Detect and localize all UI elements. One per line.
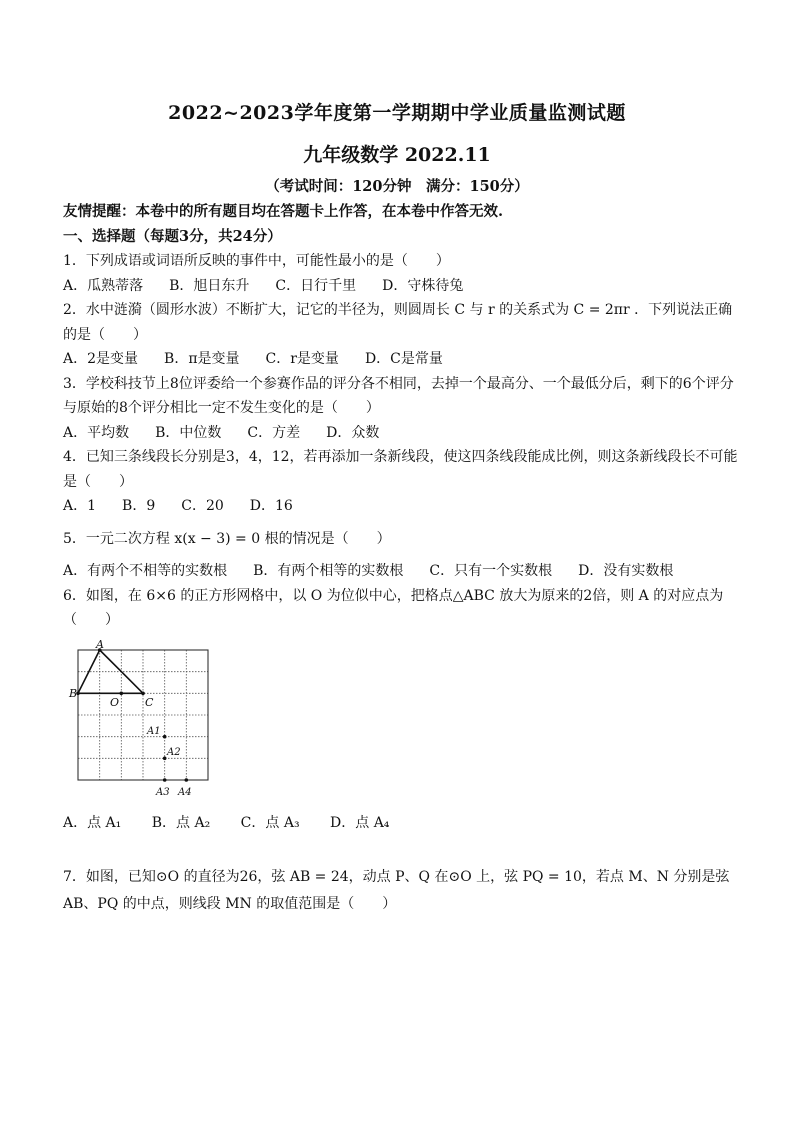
option: C．20 — [181, 498, 224, 514]
option: B．π是变量 — [164, 351, 240, 367]
question-6: 6．如图，在 6×6 的正方形网格中，以 O 为位似中心，把格点△ABC 放大为原来的2倍，则 A 的对应点为（ ） — [63, 587, 724, 628]
label-a4: A4 — [178, 787, 192, 798]
option: C．日行千里 — [275, 277, 357, 294]
question-3: 3．学校科技节上8位评委给一个参赛作品的评分各不相同，去掉一个最高分、一个最低分后，剩下的6个评分与原始的8个评分相比一定不发生变化的是（ ） — [63, 375, 734, 416]
option: A．有两个不相等的实数根 — [63, 563, 228, 579]
question-3-options — [63, 421, 743, 446]
exam-subtitle: 九年级数学 2022.11 — [303, 144, 491, 166]
question-4: 4．已知三条线段长分别是3，4，12，若再添加一条新线段，使这四条线段能成比例，则这条新线段长不可能是（ ） — [63, 449, 738, 490]
question-2-options — [63, 347, 743, 372]
option: B．9 — [122, 498, 156, 514]
question-2: 2．水中涟漪（圆形水波）不断扩大，记它的半径为，则圆周长 C 与 r 的关系式为 C = 2πr ．下列说法正确的是（ ） — [63, 302, 733, 343]
label-c: C — [145, 696, 154, 709]
option: B．有两个相等的实数根 — [253, 563, 404, 579]
label-a: A — [96, 640, 104, 651]
option: A．瓜熟蒂落 — [63, 277, 144, 294]
label-a3: A3 — [156, 787, 170, 798]
label-a1: A1 — [147, 726, 161, 737]
question-7: 7．如图，已知⊙O 的直径为26，弦 AB = 24，动点 P、Q 在⊙O 上，弦 PQ = 10，若点 M、N 分别是弦 AB、PQ 的中点，则线段 MN 的取值范围是（ ） — [63, 869, 730, 912]
question-1-options — [63, 274, 743, 299]
option: C．方差 — [247, 424, 301, 441]
option: A．2是变量 — [63, 351, 139, 367]
question-5-options — [63, 559, 743, 584]
option: B．点 A₂ — [151, 815, 211, 831]
exam-title: 2022~2023学年度第一学期期中学业质量监测试题 — [168, 102, 626, 124]
option: A．平均数 — [63, 424, 130, 441]
question-6-options — [63, 812, 415, 832]
question-block-top — [63, 200, 743, 633]
label-o: O — [110, 696, 120, 709]
question-1: 1．下列成语或词语所反映的事件中，可能性最小的是（ ） — [63, 253, 450, 269]
option: D．16 — [249, 498, 293, 514]
label-b: B — [69, 687, 78, 700]
option: B．旭日东升 — [169, 277, 250, 294]
question-4-options — [63, 494, 743, 519]
option: A．点 A₁ — [63, 815, 122, 831]
grid-lines — [78, 650, 208, 780]
option: A．1 — [63, 498, 97, 514]
option: D．守株待兔 — [382, 277, 464, 294]
reminder-text: 友情提醒：本卷中的所有题目均在答题卡上作答，在本卷中作答无效. — [63, 203, 504, 220]
option: C．点 A₃ — [240, 815, 300, 831]
question-5: 5．一元二次方程 x(x − 3) = 0 根的情况是（ ） — [63, 530, 391, 547]
option: C．只有一个实数根 — [429, 563, 553, 579]
option: D．C是常量 — [364, 351, 443, 367]
exam-info: （考试时间：120分钟 满分：150分） — [265, 178, 529, 195]
section-heading: 一、选择题（每题3分，共24分） — [63, 227, 282, 245]
grid-figure — [68, 640, 218, 805]
option: D．点 A₄ — [330, 815, 390, 831]
option: D．没有实数根 — [578, 563, 674, 579]
option: C．r是变量 — [265, 351, 339, 367]
label-a2: A2 — [167, 747, 181, 758]
option: D．众数 — [326, 424, 380, 441]
option: B．中位数 — [155, 424, 222, 441]
